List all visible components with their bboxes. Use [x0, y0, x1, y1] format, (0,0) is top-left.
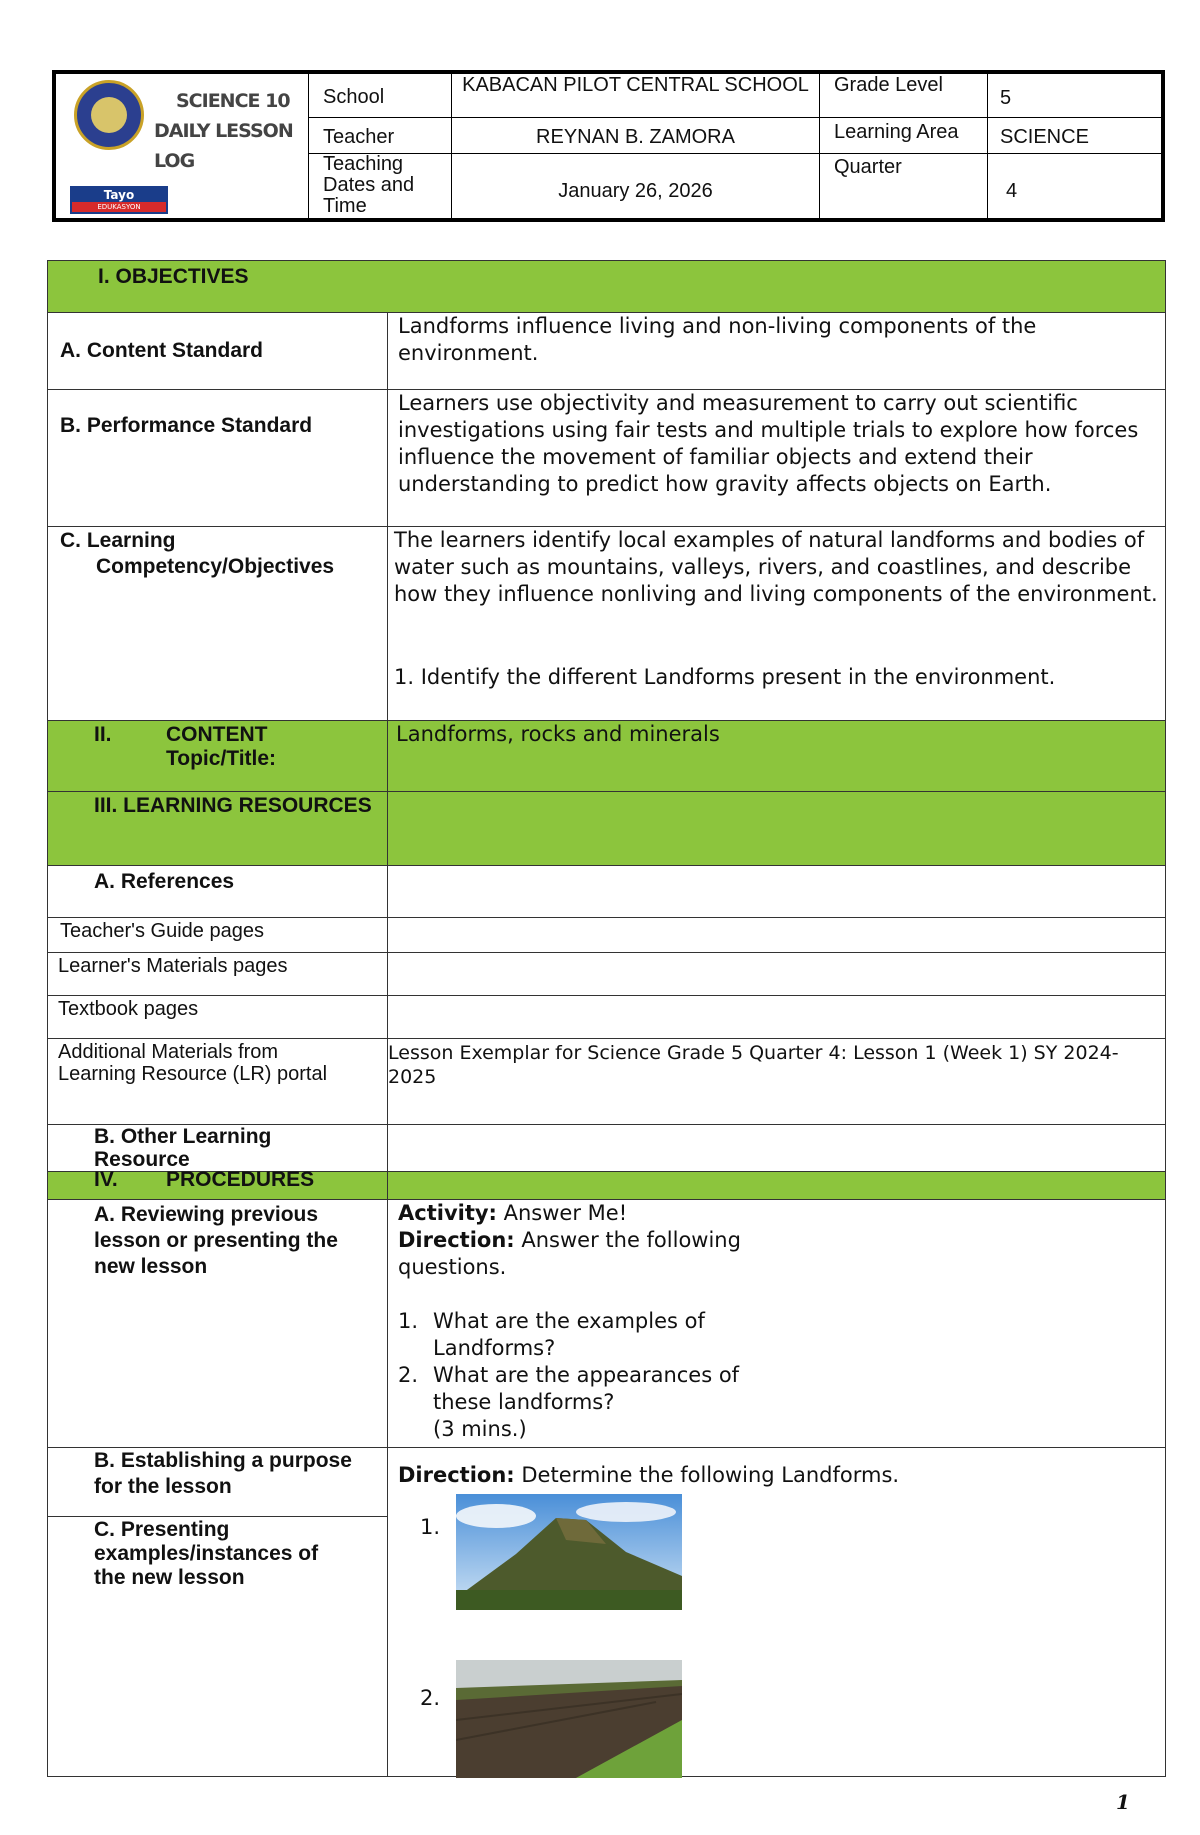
teacher-value: REYNAN B. ZAMORA [452, 118, 820, 154]
deped-seal-icon [74, 80, 144, 150]
content-row [47, 720, 1166, 791]
direction-text-a: Answer the following questions. [398, 1228, 741, 1279]
reviewing-label: A. Reviewing previous lesson or presenting the new lesson [94, 1203, 338, 1278]
objectives-heading-row [47, 260, 1166, 312]
resources-heading: III. LEARNING RESOURCES [94, 794, 372, 817]
competency-value: The learners identify local examples of natural landforms and bodies of water such as mountains, valleys, rivers, and coastlines, and describe how they influence nonliving and living components of the environment. [394, 528, 1158, 606]
question-1: What are the examples of Landforms? [433, 1309, 705, 1360]
plain-image [456, 1660, 682, 1778]
performance-standard-label: B. Performance Standard [60, 414, 313, 437]
dates-value: January 26, 2026 [452, 154, 820, 218]
direction-line-b [398, 1462, 1098, 1489]
activity-line [398, 1200, 818, 1227]
textbook-label: Textbook pages [58, 998, 199, 1020]
page-number: 1 [1116, 1790, 1130, 1814]
references-row [47, 865, 1166, 917]
performance-standard-row [47, 389, 1166, 526]
resources-heading-row [47, 791, 1166, 865]
additional-materials-row [47, 1038, 1166, 1124]
question-2: What are the appearances of these landforms? [433, 1363, 740, 1414]
teacher-label: Teacher [309, 118, 452, 154]
examples-label: C. Presenting examples/instances of the new lesson [94, 1518, 319, 1589]
area-label: Learning Area [820, 118, 988, 154]
area-value: SCIENCE [988, 118, 1161, 154]
image-2-num: 2. [420, 1686, 441, 1710]
school-label: School [309, 74, 452, 118]
content-label: CONTENT [166, 723, 268, 746]
purpose-label: B. Establishing a purpose for the lesson [94, 1449, 352, 1498]
learners-materials-row [47, 952, 1166, 995]
direction-bold-a: Direction: [398, 1228, 515, 1252]
image-1-num: 1. [420, 1515, 441, 1539]
school-value: KABACAN PILOT CENTRAL SCHOOL [452, 74, 820, 118]
tayo-logo-bottom: EDUKASYON [72, 202, 166, 212]
activity-bold: Activity: [398, 1201, 497, 1225]
content-topic-label: Topic/Title: [166, 747, 277, 770]
learners-materials-label: Learner's Materials pages [58, 955, 288, 977]
reviewing-row [47, 1199, 1166, 1447]
mountain-image [456, 1494, 682, 1610]
logo-title-line2: DAILY LESSON LOG [154, 120, 293, 172]
activity-text: Answer Me! [496, 1201, 628, 1225]
tayo-logo-top: Tayo [72, 188, 166, 202]
references-label: A. References [94, 870, 235, 893]
content-label-num: II. [94, 723, 112, 746]
procedures-heading-num: IV. [94, 1168, 118, 1191]
purpose-and-examples-row [47, 1447, 1166, 1777]
direction-line-a [398, 1227, 818, 1281]
procedures-heading: PROCEDURES [166, 1168, 315, 1191]
competency-label-line1: C. Learning [60, 529, 176, 552]
logo-title-line1: SCIENCE 10 [176, 90, 290, 112]
grade-label: Grade Level [820, 74, 988, 118]
teachers-guide-label: Teacher's Guide pages [60, 920, 264, 942]
additional-materials-label: Additional Materials from Learning Resource (LR) portal [58, 1041, 328, 1085]
content-standard-value: Landforms influence living and non-living components of the environment. [398, 314, 1037, 365]
question-1-num: 1. [398, 1309, 419, 1333]
content-value: Landforms, rocks and minerals [396, 722, 720, 746]
textbook-row [47, 995, 1166, 1038]
question-2-num: 2. [398, 1363, 419, 1387]
direction-bold-b: Direction: [398, 1463, 515, 1487]
competency-row [47, 526, 1166, 720]
grade-value: 5 [988, 74, 1161, 118]
objectives-heading: I. OBJECTIVES [98, 265, 249, 288]
quarter-label: Quarter [820, 154, 988, 218]
logo-title [154, 86, 308, 176]
time-allotment: (3 mins.) [433, 1417, 527, 1441]
performance-standard-value: Learners use objectivity and measurement to carry out scientific investigations using fair tests and multiple trials to explore how forces influence the movement of familiar objects and extend their understanding to predict how gravity affects objects on Earth. [398, 391, 1139, 496]
logo-area [56, 74, 309, 218]
procedures-heading-row [47, 1168, 1166, 1199]
other-resource-row [47, 1124, 1166, 1171]
teachers-guide-row [47, 917, 1166, 952]
competency-label-line2: Competency/Objectives [96, 555, 335, 578]
dates-label: Teaching Dates and Time [309, 154, 452, 218]
header-table [52, 70, 1165, 222]
other-resource-label: B. Other Learning Resource [94, 1125, 272, 1171]
tayo-logo-icon [70, 186, 168, 214]
content-standard-row [47, 312, 1166, 389]
quarter-value: 4 [1006, 180, 1018, 202]
additional-materials-value: Lesson Exemplar for Science Grade 5 Quarter 4: Lesson 1 (Week 1) SY 2024-2025 [388, 1042, 1119, 1088]
content-standard-label: A. Content Standard [60, 339, 263, 362]
direction-text-b: Determine the following Landforms. [514, 1463, 900, 1487]
objective-1: 1. Identify the different Landforms present in the environment. [394, 665, 1056, 689]
